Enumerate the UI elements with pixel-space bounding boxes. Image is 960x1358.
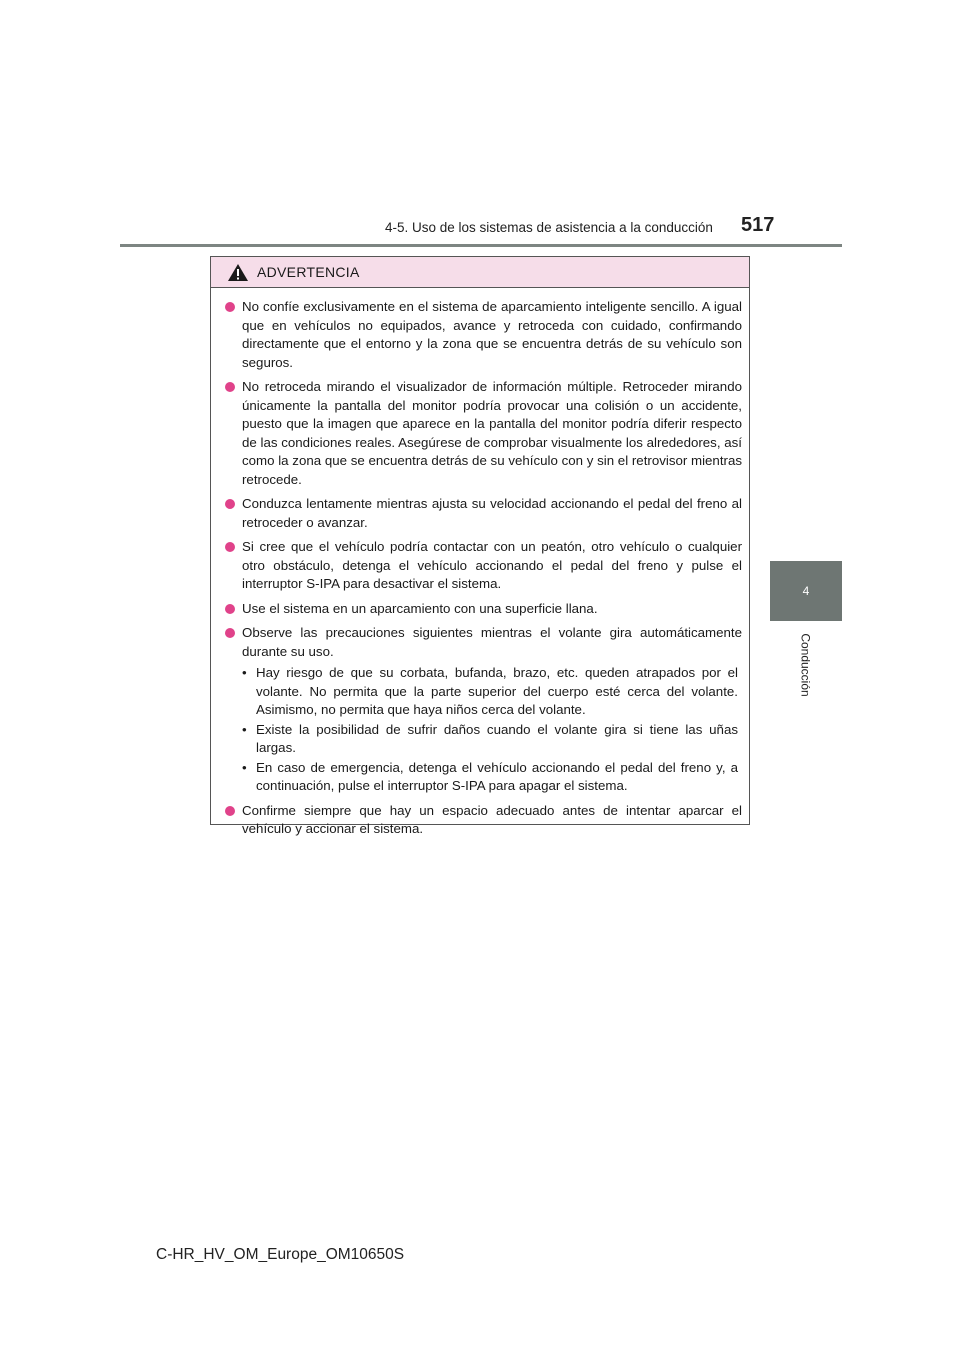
chapter-number: 4 — [802, 584, 810, 598]
warning-item — [225, 802, 742, 839]
warning-item-text: No confíe exclusivamente en el sistema de aparcamiento inteligente sencillo. A igual que en vehículos no equipados, avance y retroceda con cuidado, confirmando directamente que el entorno y la zona que se encuentra detrás de su vehículo son seguros. — [242, 299, 742, 370]
chapter-label — [798, 630, 814, 700]
section-title: 4-5. Uso de los sistemas de asistencia a la conducción — [385, 220, 713, 235]
warning-item — [225, 624, 742, 796]
bullet-icon — [225, 604, 235, 614]
warning-box — [210, 256, 750, 836]
sub-item: • Hay riesgo de que su corbata, bufanda, brazo, etc. queden atrapados por el volante. No permita que la parte superior del cuerpo esté cerca del volante. Asimismo, no permita que haya niños cerca del volante. — [242, 664, 742, 720]
bullet-icon — [225, 302, 235, 312]
warning-item — [225, 495, 742, 532]
chapter-label-text: Conducción — [799, 633, 813, 697]
page-number: 517 — [741, 214, 775, 236]
warning-item-text: No retroceda mirando el visualizador de información múltiple. Retroceder mirando únicamente la pantalla del monitor podría provocar una colisión o un accidente, puesto que la imagen que aparece en la pantalla del monitor podría diferir respecto de las condiciones reales. Asegúrese de comprobar visualmente los alrededores, así como la zona que se encuentra detrás de su vehículo con y sin el retrovisor mientras retrocede. — [242, 379, 742, 487]
document-code: C-HR_HV_OM_Europe_OM10650S — [156, 1246, 405, 1263]
bullet-icon — [225, 382, 235, 392]
warning-header — [211, 257, 749, 288]
warning-item — [225, 298, 742, 372]
warning-item-text: Use el sistema en un aparcamiento con una superficie llana. — [242, 600, 598, 616]
warning-item-text: Observe las precauciones siguientes mientras el volante gira automáticamente durante su uso. — [242, 625, 742, 659]
warning-item-text: Conduzca lentamente mientras ajusta su velocidad accionando el pedal del freno al retroceder o avanzar. — [242, 496, 742, 530]
header-rule — [120, 244, 842, 247]
bullet-icon — [225, 499, 235, 509]
bullet-icon — [225, 628, 235, 638]
warning-item — [225, 600, 742, 619]
bullet-icon — [225, 806, 235, 816]
sub-list — [242, 664, 742, 796]
sub-item: • En caso de emergencia, detenga el vehículo accionando el pedal del freno y, a continuación, pulse el interruptor S-IPA para apagar el sistema. — [242, 759, 742, 796]
chapter-tab — [770, 561, 842, 621]
warning-title: ADVERTENCIA — [257, 264, 360, 280]
warning-item — [225, 538, 742, 594]
bullet-icon — [225, 542, 235, 552]
warning-item — [225, 378, 742, 489]
warning-item-text: Si cree que el vehículo podría contactar con un peatón, otro vehículo o cualquier otro obstáculo, detenga el vehículo accionando el pedal del freno y pulse el interruptor S-IPA para desactivar el sistema. — [242, 539, 742, 591]
warning-item-text: Confirme siempre que hay un espacio adecuado antes de intentar aparcar el vehículo y accionar el sistema. — [242, 802, 742, 836]
warning-triangle-icon — [227, 263, 249, 282]
warning-body — [211, 288, 749, 839]
sub-item: • Existe la posibilidad de sufrir daños cuando el volante gira si tiene las uñas largas. — [242, 721, 742, 758]
